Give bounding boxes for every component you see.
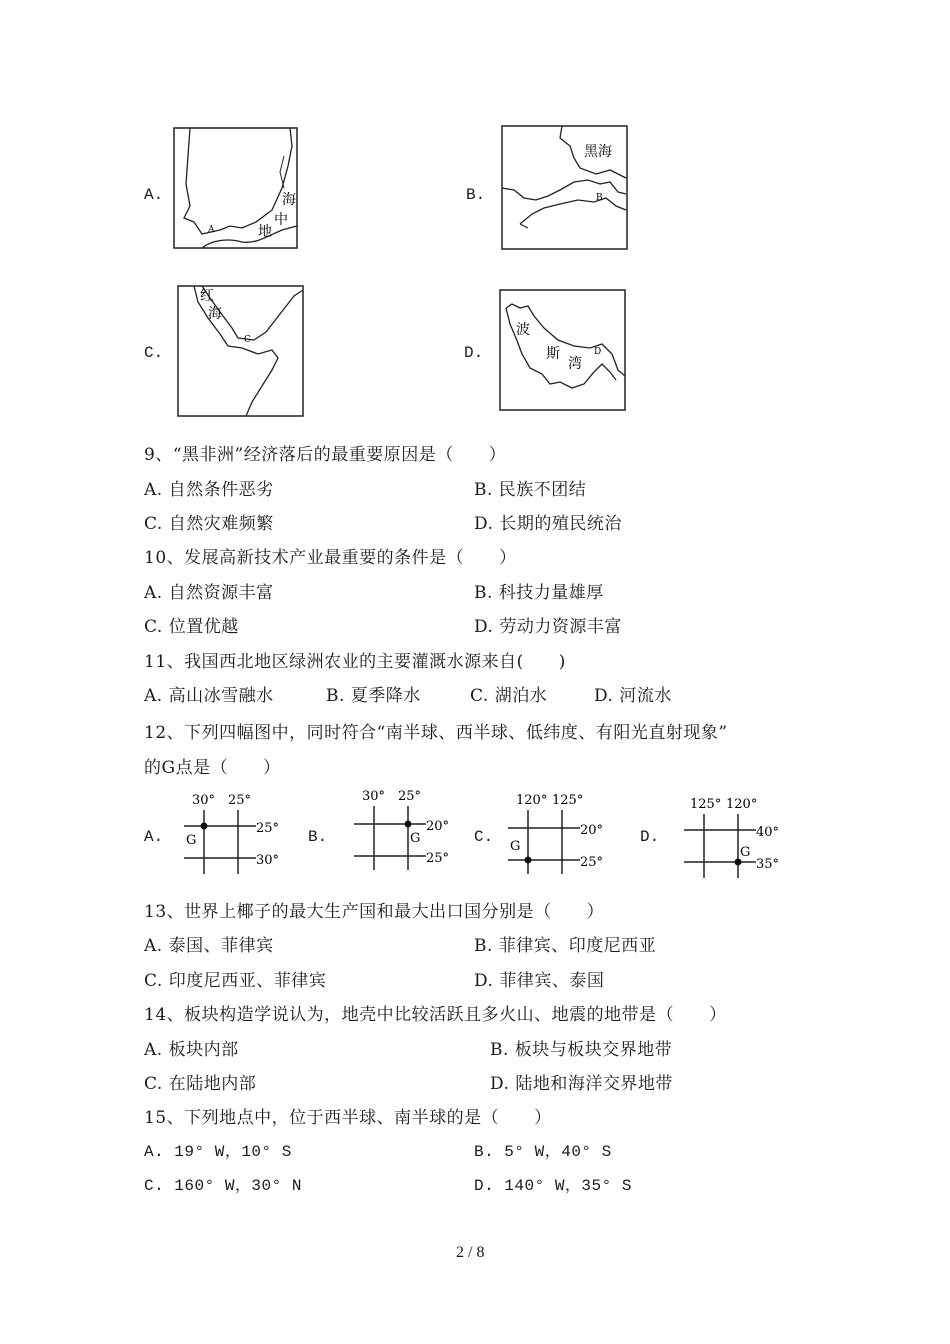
map-a-point-label: A [208, 225, 215, 235]
q12-stem-line1: 12、下列四幅图中，同时符合“南半球、西半球、低纬度、有阳光直射现象” [144, 723, 728, 743]
q12-grid-c-top-2: 125° [552, 793, 584, 808]
q11-option-d[interactable]: D. 河流水 [594, 686, 672, 706]
q14-option-c[interactable]: C. 在陆地内部 [144, 1074, 257, 1094]
map-c-label: C. [144, 344, 164, 362]
q12-grid-b-label[interactable]: B. [308, 828, 328, 846]
q9-option-a[interactable]: A. 自然条件恶劣 [144, 480, 274, 500]
q13-stem: 13、世界上椰子的最大生产国和最大出口国分别是（ ） [144, 902, 605, 922]
q10-option-d[interactable]: D. 劳动力资源丰富 [474, 617, 622, 637]
q14-option-d[interactable]: D. 陆地和海洋交界地带 [490, 1074, 673, 1094]
q12-stem-line2: 的G点是（ ） [144, 758, 281, 778]
map-d-point-label: D [594, 347, 602, 357]
q12-grid-a-label[interactable]: A. [144, 828, 164, 846]
q14-option-a[interactable]: A. 板块内部 [144, 1040, 239, 1060]
q12-grid-c-label[interactable]: C. [474, 828, 494, 846]
map-b-label: B. [466, 186, 486, 204]
q10-option-c[interactable]: C. 位置优越 [144, 617, 239, 637]
map-a-sea-char-2: 中 [274, 212, 288, 228]
q12-grid-b-point: G [410, 831, 421, 846]
map-d-sea-char-2: 斯 [546, 346, 560, 362]
q9-stem: 9、“黑非洲”经济落后的最重要原因是（ ） [144, 445, 507, 465]
map-d-label: D. [464, 344, 484, 362]
q12-grid-a-point: G [186, 833, 197, 848]
q12-grid-c [504, 786, 624, 878]
map-c-point-label: C [244, 335, 251, 345]
q11-stem: 11、我国西北地区绿洲农业的主要灌溉水源来自( ) [144, 652, 566, 672]
q12-grid-d-top-2: 120° [726, 797, 758, 812]
map-c-sea-char-2: 海 [208, 306, 222, 322]
q12-grid-d-point: G [740, 845, 751, 860]
q13-option-b[interactable]: B. 菲律宾、印度尼西亚 [474, 936, 657, 956]
q12-grid-b-top-2: 25° [398, 789, 422, 804]
q12-grid-b-right-1: 20° [426, 819, 450, 834]
q11-option-c[interactable]: C. 湖泊水 [470, 686, 548, 706]
q12-grid-d-label[interactable]: D. [640, 828, 660, 846]
q10-stem: 10、发展高新技术产业最重要的条件是（ ） [144, 548, 517, 568]
q15-option-c[interactable]: C. 160° W，30° N [144, 1177, 302, 1195]
q14-stem: 14、板块构造学说认为，地壳中比较活跃且多火山、地震的地带是（ ） [144, 1005, 727, 1025]
q15-option-d[interactable]: D. 140° W，35° S [474, 1177, 632, 1195]
q11-option-a[interactable]: A. 高山冰雪融水 [144, 686, 274, 706]
q12-grid-b-top-1: 30° [362, 789, 386, 804]
q12-grid-d [678, 790, 788, 882]
q12-grid-d-top-1: 125° [690, 797, 722, 812]
q12-grid-b-right-2: 25° [426, 851, 450, 866]
q14-option-b[interactable]: B. 板块与板块交界地带 [490, 1040, 673, 1060]
q12-grid-b [350, 782, 460, 874]
q15-option-a[interactable]: A. 19° W，10° S [144, 1143, 292, 1161]
q9-option-b[interactable]: B. 民族不团结 [474, 480, 587, 500]
q13-option-d[interactable]: D. 菲律宾、泰国 [474, 971, 605, 991]
map-b-point-label: B [596, 193, 603, 203]
page-number: 2 / 8 [456, 1244, 485, 1261]
q15-stem: 15、下列地点中，位于西半球、南半球的是（ ） [144, 1108, 552, 1128]
q13-option-a[interactable]: A. 泰国、菲律宾 [144, 936, 274, 956]
q10-option-b[interactable]: B. 科技力量雄厚 [474, 583, 604, 603]
q12-grid-a-top-1: 30° [192, 793, 216, 808]
q9-option-c[interactable]: C. 自然灾难频繁 [144, 514, 274, 534]
q13-option-c[interactable]: C. 印度尼西亚、菲律宾 [144, 971, 327, 991]
map-d-persian-gulf [498, 288, 628, 412]
map-b-black-sea [500, 124, 630, 252]
q11-option-b[interactable]: B. 夏季降水 [326, 686, 421, 706]
map-a-sea-char-1: 海 [282, 192, 296, 208]
q9-option-d[interactable]: D. 长期的殖民统治 [474, 514, 622, 534]
q12-grid-a [176, 786, 286, 878]
q12-grid-a-top-2: 25° [228, 793, 252, 808]
q15-option-b[interactable]: B. 5° W，40° S [474, 1143, 612, 1161]
q12-grid-c-top-1: 120° [516, 793, 548, 808]
q12-grid-a-right-2: 30° [256, 853, 280, 868]
q12-grid-c-right-2: 25° [580, 855, 604, 870]
map-d-sea-char-3: 湾 [568, 356, 582, 372]
q12-grid-d-right-2: 35° [756, 857, 780, 872]
q12-grid-c-right-1: 20° [580, 823, 604, 838]
map-d-sea-char-1: 波 [516, 322, 530, 338]
map-b-sea-text: 黑海 [584, 144, 612, 160]
map-c-red-sea [176, 284, 306, 418]
q12-grid-d-right-1: 40° [756, 825, 780, 840]
q10-option-a[interactable]: A. 自然资源丰富 [144, 583, 274, 603]
q12-grid-c-point: G [510, 839, 521, 854]
map-c-sea-char-1: 红 [200, 288, 214, 304]
map-a-sea-char-3: 地 [258, 224, 272, 240]
q12-grid-a-right-1: 25° [256, 821, 280, 836]
map-a-label: A. [144, 186, 164, 204]
map-a-mediterranean [172, 126, 300, 250]
